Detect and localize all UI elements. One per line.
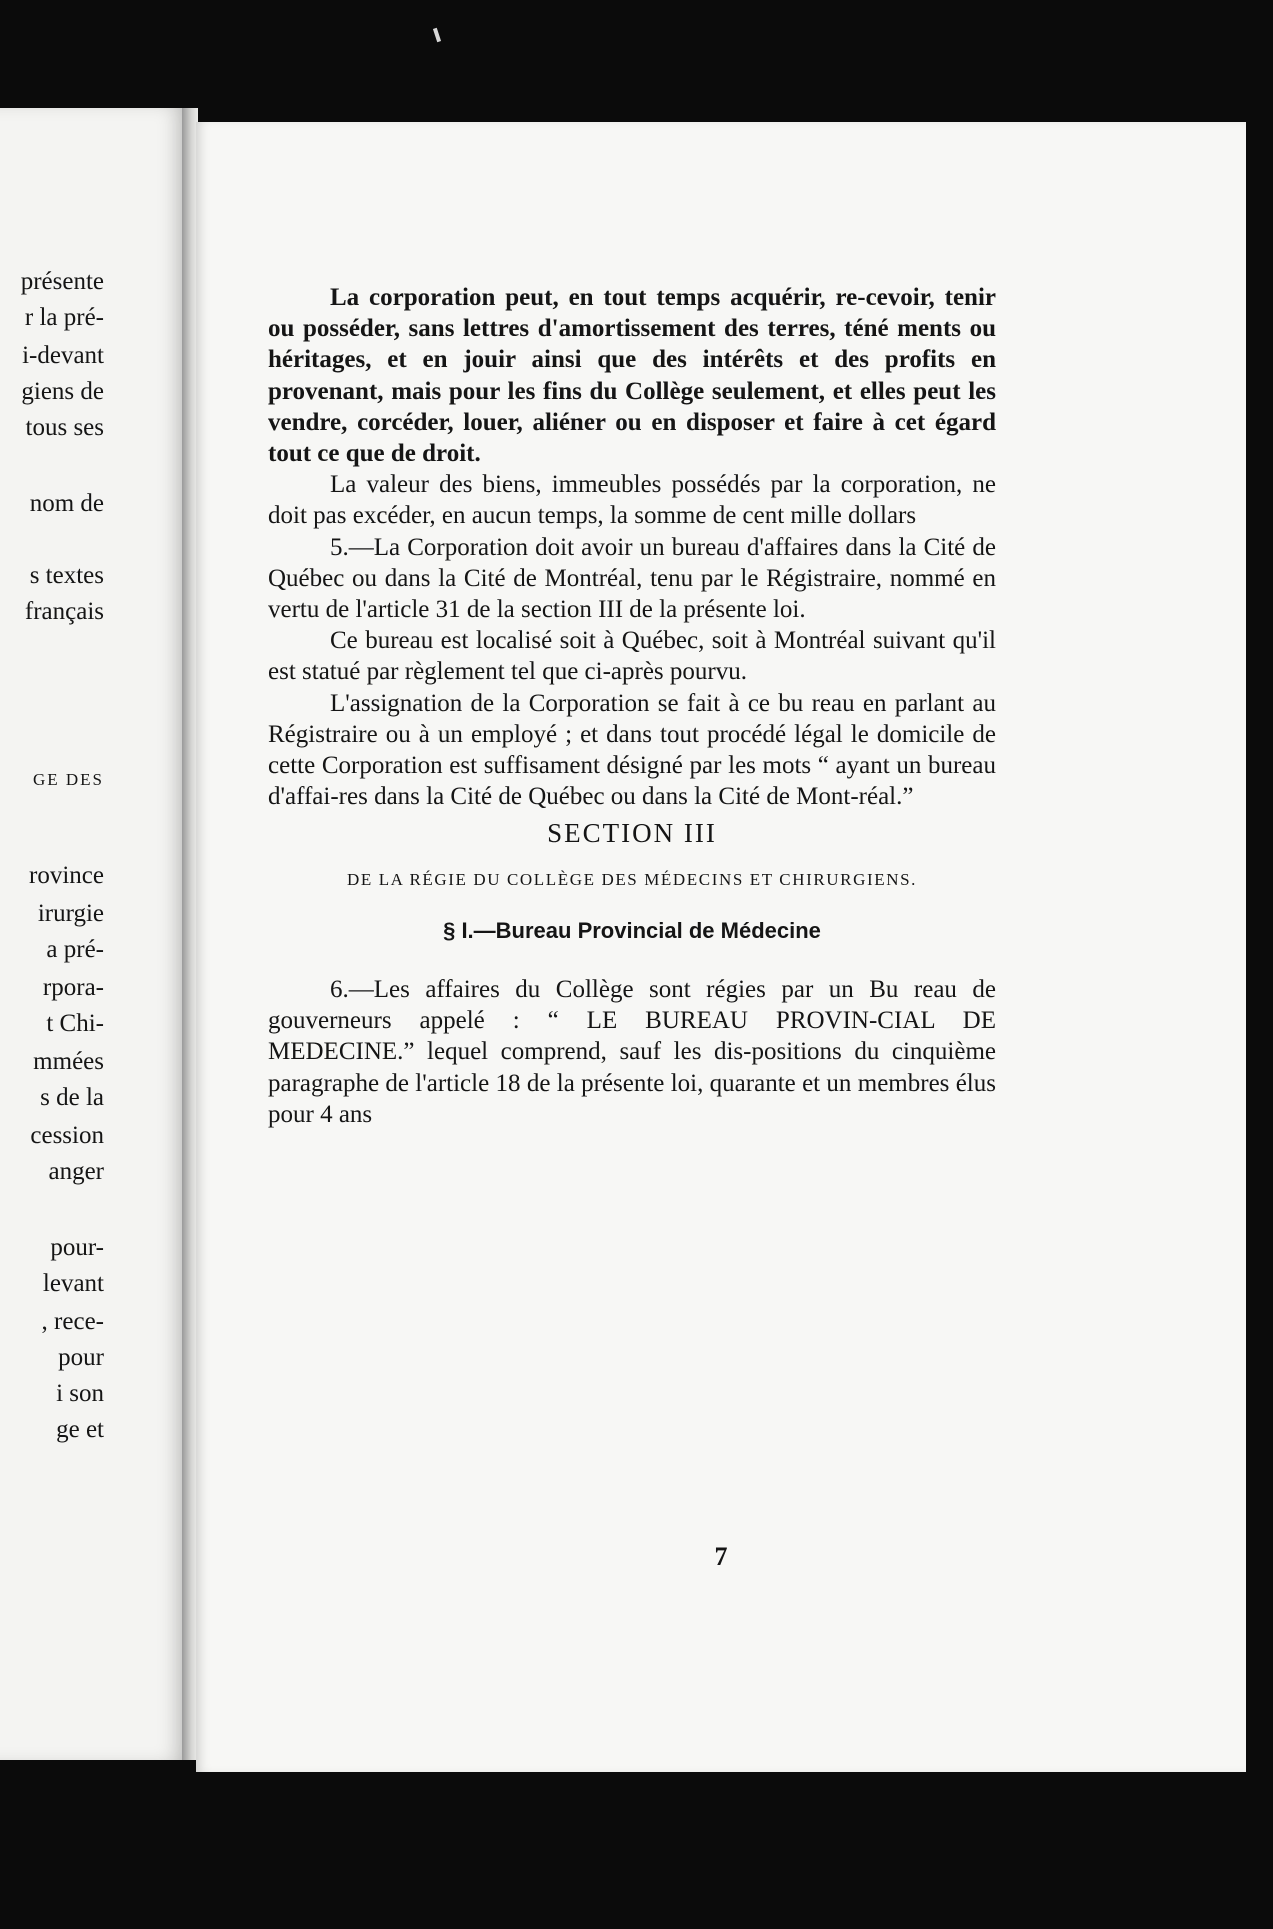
left-page-line: mmées bbox=[33, 1048, 104, 1075]
left-page-line: pour bbox=[58, 1344, 104, 1371]
left-page-line: a pré- bbox=[46, 936, 104, 963]
left-page-line: français bbox=[24, 598, 104, 625]
left-page-line: i-devant bbox=[22, 342, 104, 369]
left-page-line: irurgie bbox=[37, 900, 104, 927]
left-page-line: GE DES bbox=[32, 770, 104, 789]
left-page-line: giens de bbox=[21, 378, 104, 405]
page-body bbox=[268, 282, 996, 1130]
left-page-line: rpora- bbox=[42, 974, 104, 1001]
page-number: 7 bbox=[714, 1542, 728, 1571]
paragraph: Ce bureau est localisé soit à Québec, soit à Montréal suivant qu'il est statué par règlement tel que ci-après pourvu. bbox=[268, 627, 996, 686]
paragraph: 5.—La Corporation doit avoir un bureau d'affaires dans la Cité de Québec ou dans la Cité de Montréal, tenu par le Régistraire, nommé en vertu de l'article 31 de la section III de la présente loi. bbox=[268, 533, 996, 624]
left-page-line: présente bbox=[20, 268, 104, 295]
left-page-line: r la pré- bbox=[24, 304, 104, 331]
left-page-line: s textes bbox=[29, 562, 104, 589]
left-page-line: cession bbox=[30, 1122, 104, 1149]
left-page-line: s de la bbox=[40, 1084, 104, 1111]
paragraph: 6.—Les affaires du Collège sont régies par un Bu reau de gouverneurs appelé : “ LE BUREAU PROVIN-CIAL DE MEDECINE.” lequel comprend, sauf les dis-positions du cinquième paragraphe de l'article 18 de la présente loi, quarante et un membres élus pour 4 ans bbox=[268, 976, 996, 1128]
subsection-heading: § I.—Bureau Provincial de Médecine bbox=[443, 917, 821, 943]
section-subtitle: DE LA RÉGIE DU COLLÈGE DES MÉDECINS ET CHIRURGIENS. bbox=[346, 869, 918, 889]
paragraph: La corporation peut, en tout temps acquérir, re-cevoir, tenir ou posséder, sans lettres d'amortissement des terres, téné ments ou héritages, et en jouir ainsi que des intérêts et des profits en provenant, mais pour les fins du Collège seulement, et elles peut les vendre, corcéder, louer, aliéner ou en disposer et faire à cet égard tout ce que de droit. bbox=[268, 284, 996, 468]
left-page-line: nom de bbox=[29, 490, 104, 517]
left-page-line: tous ses bbox=[25, 414, 104, 441]
right-page bbox=[196, 122, 1246, 1772]
left-page-line: i son bbox=[56, 1380, 104, 1407]
left-page-line: anger bbox=[48, 1158, 104, 1185]
left-page-line: levant bbox=[42, 1270, 104, 1297]
left-page bbox=[0, 108, 188, 1760]
section-heading: SECTION III bbox=[547, 818, 717, 849]
left-page-line: pour- bbox=[50, 1234, 104, 1261]
left-page-line: rovince bbox=[29, 862, 104, 889]
left-page-line: t Chi- bbox=[46, 1010, 104, 1037]
scan-speck bbox=[433, 28, 441, 43]
left-page-line: , rece- bbox=[41, 1308, 104, 1335]
left-page-line: ge et bbox=[56, 1416, 104, 1443]
paragraph: La valeur des biens, immeubles possédés par la corporation, ne doit pas excéder, en aucun temps, la somme de cent mille dollars bbox=[268, 471, 996, 530]
paragraph: L'assignation de la Corporation se fait à ce bu reau en parlant au Régistraire ou à un employé ; et dans tout procédé légal le domicile de cette Corporation est suffisament désigné par les mots “ ayant un bureau d'affai-res dans la Cité de Québec ou dans la Cité de Mont-réal.” bbox=[268, 689, 996, 811]
